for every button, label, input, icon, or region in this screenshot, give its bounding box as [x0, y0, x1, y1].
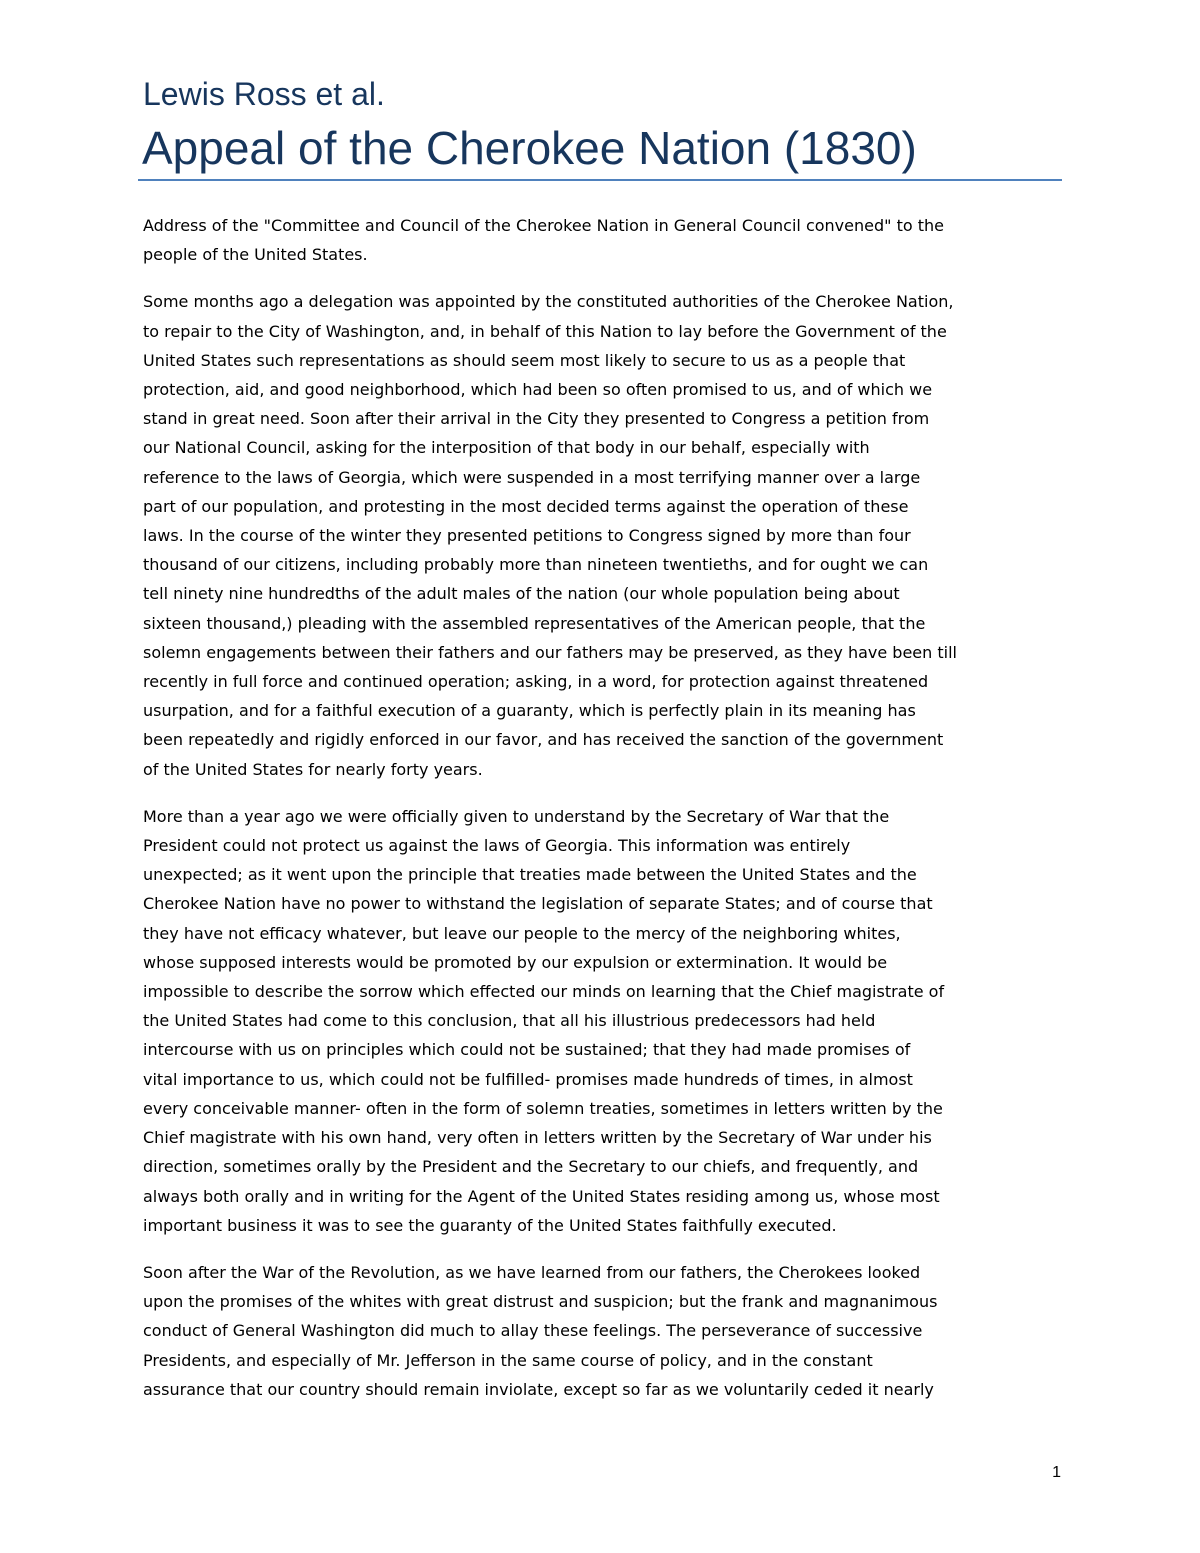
- text-line: Chief magistrate with his own hand, very often in letters written by the Secretary of War under his: [143, 1128, 932, 1148]
- text-line: whose supposed interests would be promoted by our expulsion or extermination. It would be: [143, 952, 888, 972]
- text-line: United States such representations as should seem most likely to secure to us as a people that: [143, 350, 906, 370]
- text-line: sixteen thousand,) pleading with the assembled representatives of the American people, that the: [143, 613, 926, 633]
- text-line: unexpected; as it went upon the principle that treaties made between the United States and the: [143, 865, 917, 885]
- paragraph-4: [143, 1258, 1061, 1404]
- text-line: Address of the "Committee and Council of the Cherokee Nation in General Council convened" to the: [143, 216, 944, 235]
- text-line: people of the United States.: [143, 245, 368, 265]
- paragraph-1: [143, 211, 1061, 269]
- text-line: intercourse with us on principles which could not be sustained; that they had made promises of: [143, 1040, 911, 1060]
- text-line: they have not efficacy whatever, but leave our people to the mercy of the neighboring whites,: [143, 923, 901, 943]
- page-number: 1: [1052, 1464, 1061, 1481]
- text-line: reference to the laws of Georgia, which were suspended in a most terrifying manner over a large: [143, 467, 921, 487]
- text-line: laws. In the course of the winter they presented petitions to Congress signed by more than four: [143, 526, 911, 546]
- text-line: stand in great need. Soon after their arrival in the City they presented to Congress a petition from: [143, 409, 930, 429]
- text-line: part of our population, and protesting in the most decided terms against the operation of these: [143, 496, 909, 516]
- document-author: Lewis Ross et al.: [143, 76, 385, 112]
- paragraph-3: [143, 802, 1061, 1240]
- paragraph-2: [143, 287, 1061, 783]
- text-line: solemn engagements between their fathers and our fathers may be preserved, as they have been till: [143, 642, 957, 662]
- title-divider: [138, 179, 1062, 181]
- page-title: Appeal of the Cherokee Nation (1830): [142, 122, 917, 174]
- text-line: direction, sometimes orally by the President and the Secretary to our chiefs, and frequently, and: [143, 1157, 919, 1177]
- text-line: vital importance to us, which could not be fulfilled- promises made hundreds of times, in almost: [143, 1069, 913, 1089]
- text-line: every conceivable manner- often in the form of solemn treaties, sometimes in letters written by the: [143, 1098, 943, 1118]
- text-line: conduct of General Washington did much to allay these feelings. The perseverance of successive: [143, 1321, 923, 1341]
- text-line: More than a year ago we were officially given to understand by the Secretary of War that the: [143, 806, 890, 826]
- text-line: recently in full force and continued operation; asking, in a word, for protection against threatened: [143, 672, 929, 692]
- document-body: [143, 211, 1061, 1422]
- text-line: upon the promises of the whites with great distrust and suspicion; but the frank and magnanimous: [143, 1292, 938, 1312]
- text-line: President could not protect us against the laws of Georgia. This information was entirely: [143, 836, 851, 856]
- text-line: usurpation, and for a faithful execution of a guaranty, which is perfectly plain in its meaning has: [143, 701, 916, 721]
- text-line: our National Council, asking for the interposition of that body in our behalf, especially with: [143, 438, 870, 458]
- text-line: thousand of our citizens, including probably more than nineteen twentieths, and for ought we can: [143, 555, 929, 575]
- text-line: important business it was to see the guaranty of the United States faithfully executed.: [143, 1215, 837, 1235]
- text-line: always both orally and in writing for the Agent of the United States residing among us, whose most: [143, 1186, 940, 1206]
- text-line: tell ninety nine hundredths of the adult males of the nation (our whole population being about: [143, 584, 900, 604]
- text-line: Cherokee Nation have no power to withstand the legislation of separate States; and of course that: [143, 894, 933, 914]
- text-line: assurance that our country should remain inviolate, except so far as we voluntarily ceded it nearly: [143, 1379, 934, 1399]
- text-line: protection, aid, and good neighborhood, which had been so often promised to us, and of which we: [143, 380, 933, 400]
- text-line: to repair to the City of Washington, and, in behalf of this Nation to lay before the Government of the: [143, 321, 947, 341]
- text-line: been repeatedly and rigidly enforced in our favor, and has received the sanction of the government: [143, 730, 944, 750]
- text-line: of the United States for nearly forty years.: [143, 759, 483, 779]
- text-line: the United States had come to this conclusion, that all his illustrious predecessors had held: [143, 1011, 876, 1031]
- text-line: Soon after the War of the Revolution, as we have learned from our fathers, the Cherokees looked: [143, 1262, 921, 1282]
- text-line: Some months ago a delegation was appointed by the constituted authorities of the Cherokee Nation,: [143, 292, 954, 312]
- text-line: impossible to describe the sorrow which effected our minds on learning that the Chief magistrate of: [143, 982, 945, 1002]
- text-line: Presidents, and especially of Mr. Jefferson in the same course of policy, and in the constant: [143, 1350, 873, 1370]
